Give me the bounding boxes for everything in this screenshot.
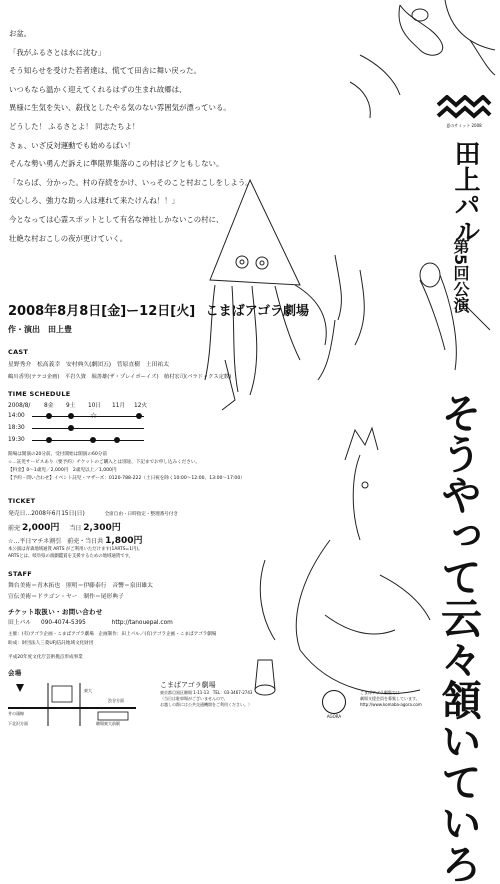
- matinee-discount: [8, 533, 143, 546]
- staff-line: 宣伝美術＝ドラゴン・ヤー 制作＝尾形典子: [8, 594, 124, 600]
- performance-dates: [8, 300, 309, 319]
- credit-line: 助成：財団法人三菱UFJ信託地域文化財団: [8, 641, 94, 646]
- ticket-prices: [8, 520, 121, 533]
- membership-note: 劇場支援会員を募集しています。: [360, 696, 420, 701]
- schedule-table: [2, 401, 182, 449]
- schedule-note: 開場は開演の20分前、受付開始は開演の60分前: [8, 452, 107, 457]
- story-line: 壮絶な村おこしの夜が更けていく。: [9, 233, 128, 243]
- story-line: どうした！ ふるさとよ！ 同志たちよ！: [9, 121, 140, 131]
- agora-url[interactable]: http://www.komaba-agora.com: [360, 702, 422, 707]
- director-credit: 作・演出 田上豊: [8, 325, 72, 334]
- map-label: 東大: [84, 688, 92, 693]
- door-label: 当日: [69, 525, 82, 532]
- schedule-notes: [8, 451, 245, 483]
- schedule-day: 9土: [66, 403, 76, 409]
- performance-dot: [46, 413, 52, 419]
- performance-dot: [114, 437, 120, 443]
- schedule-time: 19:30: [8, 437, 25, 443]
- ticket-fine-print: ARTSとは、岐阜県の演劇鑑賞を支援するための地域通貨です。: [8, 554, 134, 559]
- ticket-release-note: 全席自由・日時指定・整理番号付き: [104, 512, 179, 517]
- ticket-release-date: 発売日…2008年6月15日(日): [8, 511, 85, 517]
- performance-dot: [90, 437, 96, 443]
- agora-logo-text: AGORA: [326, 714, 342, 719]
- agora-logo-icon: [322, 690, 346, 714]
- cast-line: 星野秀介 松高義幸 安村典久(劇団五) 菅原直樹 土田祐太: [8, 362, 170, 368]
- contact-url[interactable]: http://tanouepal.com: [111, 620, 173, 626]
- contact-heading: チケット取扱い・お問い合わせ: [8, 608, 103, 616]
- theater-note: お越しの際には公共交通機関をご利用ください。〉: [160, 702, 252, 707]
- childcare-star-icon: ☆: [90, 411, 98, 420]
- story-line: 安心しろ、強力な助っ人は連れて来たけんね！！」: [9, 196, 179, 206]
- venue-name: こまばアゴラ劇場: [205, 304, 310, 319]
- schedule-day: 11月: [112, 403, 126, 409]
- map-heading: 会場: [8, 669, 22, 677]
- schedule-time: 18:30: [8, 425, 25, 431]
- theater-address: 東京都目黒区駒場 1-11-13 TEL：03-3467-2743: [160, 690, 253, 695]
- contact-line: [8, 618, 173, 628]
- credit-line: 主催：(有)アゴラ企画・こまばアゴラ劇場 企画制作：田上パル／(有)アゴラ企画・こまばアゴラ劇場: [8, 632, 217, 637]
- date-range: 2008年8月8日[金]ー12日[火]: [8, 304, 196, 319]
- agora-logo: [322, 690, 346, 720]
- membership-note: こまばアゴラ劇場では: [360, 690, 400, 695]
- schedule-month: 2008/8/: [8, 403, 31, 409]
- schedule-note: 【料金】0～1歳児／2,000円 2歳児以上／1,000円: [8, 468, 117, 473]
- story-line: そう知らせを受けた若者達は、慌てて田舎に舞い戻った。: [9, 66, 201, 76]
- schedule-time: 14:00: [8, 413, 25, 419]
- story-line: いつもなら温かく迎えてくれるはずの生まれ故郷は、: [9, 84, 187, 94]
- performance-dot: [68, 425, 74, 431]
- theater-note: 〈当日は駐車場がございませんので、: [160, 696, 228, 701]
- matinee-label: ☆…平日マチネ割引 前売・当日共: [8, 538, 104, 545]
- staff-line: 舞台美術＝青木拓也 照明＝伊藤泰行 音響＝泉田雄太: [8, 583, 153, 589]
- story-line: 「我がふるさとは水に沈む」: [9, 47, 106, 57]
- map-label: 井の頭線: [8, 711, 24, 716]
- cast-line: 鶴川香男(テテコ企画) 平岩久資 堀善雄(ザ・プレイボーイズ) 植村宏司(パラドックス定数): [8, 374, 232, 380]
- theater-info: [160, 680, 310, 708]
- schedule-day: 10日: [88, 403, 102, 409]
- logo-caption: 夏のサミット 2008: [446, 123, 482, 128]
- schedule-heading: TIME SCHEDULE: [8, 390, 71, 398]
- ticket-fine-print: 本公演は青森地域通貨 ARTS がご利用いただけます(1ARTS=1円)。: [8, 547, 143, 552]
- map-label: 渋谷方面: [108, 698, 124, 703]
- story-line: お盆。: [9, 29, 32, 38]
- performance-dot: [136, 413, 142, 419]
- venue-map: [8, 678, 138, 728]
- ticket-heading: TICKET: [8, 497, 36, 505]
- agora-membership: [360, 690, 422, 708]
- cast-heading: CAST: [8, 348, 29, 356]
- performance-dot: [46, 437, 52, 443]
- story-line: 異様に生気を失い、殺伐としたやる気のない雰囲気が漂っている。: [9, 103, 231, 113]
- matinee-price: 1,800円: [105, 536, 143, 546]
- schedule-note: ☆…託児サービスあり〈要予約〉チケットのご購入とは別途、下記までお申し込みください。: [8, 460, 201, 465]
- contact-phone[interactable]: 090-4074-5395: [41, 620, 86, 626]
- contact-name: 田上パル: [8, 620, 32, 626]
- advance-price: 2,000円: [21, 523, 60, 533]
- schedule-day: 8金: [44, 403, 54, 409]
- map-label: 駒場東大前駅: [96, 721, 120, 726]
- credit-line: 平成20年度文化庁芸術拠点形成事業: [8, 655, 83, 660]
- performance-dot: [68, 413, 74, 419]
- door-price: 2,300円: [83, 523, 121, 533]
- schedule-note: 【予約・問い合わせ】イベント託児・マザーズ：0120-788-222（土日祝を除く10:00～12:00、13:00～17:00）: [8, 476, 245, 481]
- story-line: 「ならば、分かった。村の存続をかけ、いっそのこと村おこしをしよう。: [9, 177, 253, 187]
- ticket-release: [8, 509, 178, 520]
- story-line: そんな勢い勇んだ訴えに準限界集落のこの村はピクともしない。: [9, 159, 224, 169]
- story-line: 今となっては心霊スポットとして有名な神社しかないこの村に、: [9, 214, 224, 224]
- map-label: 下北沢方面: [8, 721, 28, 726]
- story-line: さぁ、いざ反対運動でも始めるばい！: [9, 140, 135, 150]
- staff-heading: STAFF: [8, 570, 33, 578]
- advance-label: 前売: [8, 525, 21, 532]
- theater-name: こまばアゴラ劇場: [160, 681, 216, 689]
- schedule-line: [32, 428, 144, 429]
- schedule-day: 12火: [134, 403, 148, 409]
- company-name: 田上パル: [450, 140, 480, 244]
- play-title: そうやって云々頷いていろ: [434, 392, 482, 884]
- edition-label: 第5回公演: [451, 238, 470, 314]
